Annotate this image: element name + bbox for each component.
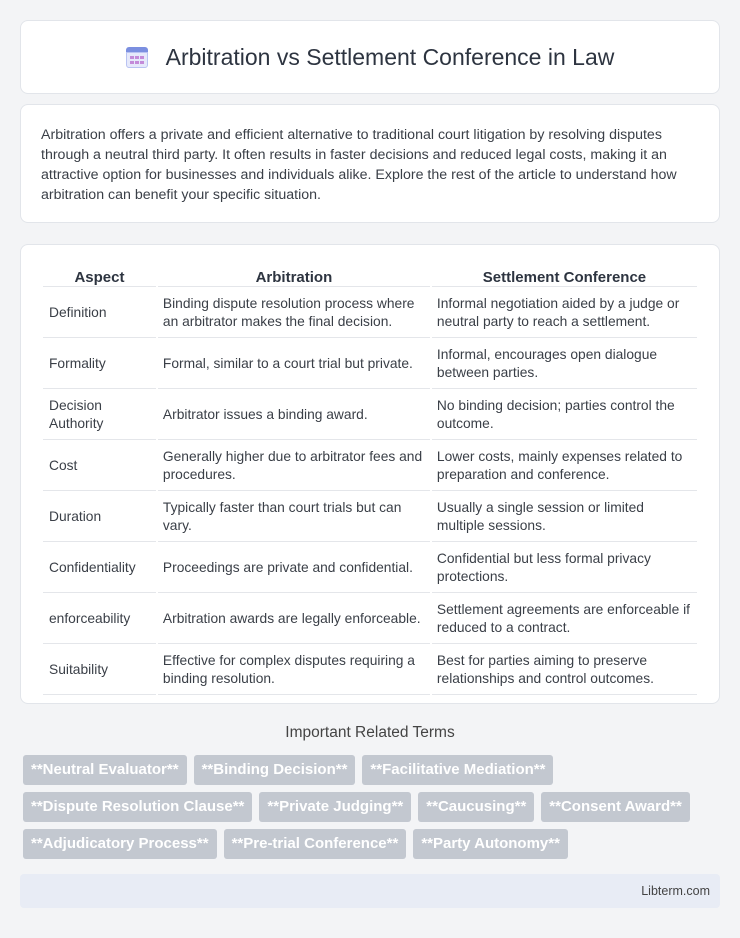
cell-aspect: Definition <box>43 289 156 338</box>
table-row <box>43 442 697 491</box>
header-card <box>20 20 720 94</box>
table-row <box>43 289 697 338</box>
related-term-tag[interactable]: **Pre-trial Conference** <box>224 829 407 859</box>
tag-row <box>23 755 723 785</box>
comparison-card <box>20 244 720 704</box>
header-arbitration: Arbitration <box>158 267 430 287</box>
cell-aspect: Formality <box>43 340 156 389</box>
table-row <box>43 595 697 644</box>
related-term-tag[interactable]: **Private Judging** <box>259 792 411 822</box>
cell-arbitration: Typically faster than court trials but can vary. <box>158 493 430 542</box>
related-terms-title: Important Related Terms <box>285 724 455 741</box>
intro-text: Arbitration offers a private and efficient alternative to traditional court litigation by resolving disputes through a neutral third party. It often results in faster decisions and reduced legal costs, making it an attractive option for businesses and individuals alike. Explore the rest of the article to understand how arbitration can benefit your specific situation. <box>41 127 677 203</box>
cell-settlement: Usually a single session or limited multiple sessions. <box>432 493 697 542</box>
tag-row <box>23 792 723 822</box>
table-row <box>43 493 697 542</box>
intro-card <box>20 104 720 223</box>
table-header-row <box>43 267 697 287</box>
related-term-tag[interactable]: **Party Autonomy** <box>413 829 568 859</box>
cell-arbitration: Effective for complex disputes requiring a binding resolution. <box>158 646 430 695</box>
related-term-tag[interactable]: **Adjudicatory Process** <box>23 829 217 859</box>
footer-site-link[interactable]: Libterm.com <box>641 884 710 898</box>
header-settlement-conference: Settlement Conference <box>432 267 697 287</box>
related-term-tag[interactable]: **Caucusing** <box>418 792 534 822</box>
cell-settlement: No binding decision; parties control the outcome. <box>432 391 697 440</box>
comparison-table <box>41 265 699 697</box>
cell-settlement: Best for parties aiming to preserve relationships and control outcomes. <box>432 646 697 695</box>
page-title: Arbitration vs Settlement Conference in Law <box>165 43 615 70</box>
cell-aspect: enforceability <box>43 595 156 644</box>
table-row <box>43 544 697 593</box>
related-term-tag[interactable]: **Consent Award** <box>541 792 690 822</box>
calendar-icon <box>126 45 148 69</box>
cell-aspect: Decision Authority <box>43 391 156 440</box>
cell-arbitration: Arbitrator issues a binding award. <box>158 391 430 440</box>
cell-arbitration: Proceedings are private and confidential. <box>158 544 430 593</box>
related-term-tag[interactable]: **Binding Decision** <box>194 755 356 785</box>
cell-settlement: Confidential but less formal privacy protections. <box>432 544 697 593</box>
cell-settlement: Lower costs, mainly expenses related to preparation and conference. <box>432 442 697 491</box>
related-terms-list <box>23 755 723 866</box>
cell-arbitration: Generally higher due to arbitrator fees and procedures. <box>158 442 430 491</box>
cell-settlement: Informal negotiation aided by a judge or neutral party to reach a settlement. <box>432 289 697 338</box>
header-aspect: Aspect <box>43 267 156 287</box>
related-term-tag[interactable]: **Neutral Evaluator** <box>23 755 187 785</box>
related-term-tag[interactable]: **Facilitative Mediation** <box>362 755 553 785</box>
cell-aspect: Suitability <box>43 646 156 695</box>
cell-aspect: Duration <box>43 493 156 542</box>
cell-arbitration: Binding dispute resolution process where an arbitrator makes the final decision. <box>158 289 430 338</box>
tag-row <box>23 829 723 859</box>
cell-aspect: Confidentiality <box>43 544 156 593</box>
table-row <box>43 391 697 440</box>
cell-aspect: Cost <box>43 442 156 491</box>
footer <box>20 874 720 908</box>
cell-arbitration: Arbitration awards are legally enforceable. <box>158 595 430 644</box>
table-row <box>43 340 697 389</box>
table-row <box>43 646 697 695</box>
cell-arbitration: Formal, similar to a court trial but private. <box>158 340 430 389</box>
cell-settlement: Settlement agreements are enforceable if reduced to a contract. <box>432 595 697 644</box>
related-term-tag[interactable]: **Dispute Resolution Clause** <box>23 792 252 822</box>
cell-settlement: Informal, encourages open dialogue between parties. <box>432 340 697 389</box>
